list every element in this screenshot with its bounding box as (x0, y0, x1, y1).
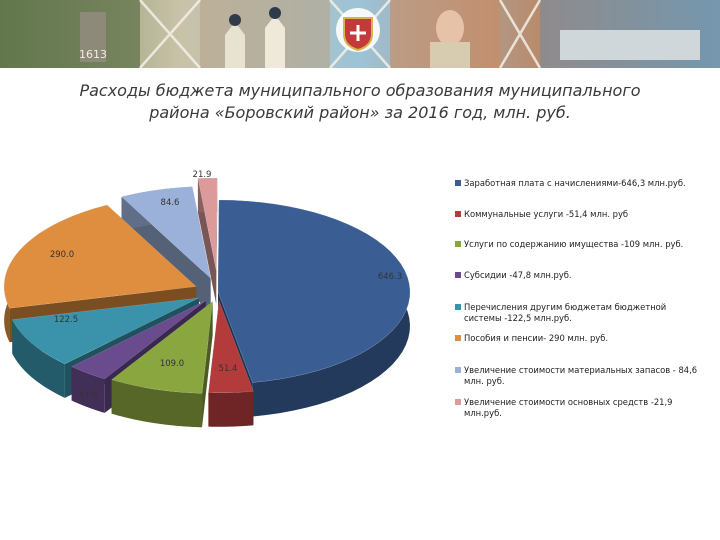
slice-value-label: 109.0 (159, 359, 185, 369)
slice-value-label: 290.0 (49, 250, 75, 260)
legend-label: Услуги по содержанию имущества -109 млн. руб. (464, 239, 684, 249)
legend-label: Субсидии -47,8 млн.руб. (464, 270, 572, 280)
legend-label: Увеличение стоимости материальных запасов - 84,6 млн. руб. (464, 365, 698, 386)
legend-swatch (455, 211, 461, 217)
slice-value-label: 21.9 (192, 170, 212, 180)
title-line-2: района «Боровский район» за 2016 год, млн. руб. (149, 103, 571, 122)
legend-item (455, 333, 699, 344)
slice-value-label: 122.5 (53, 315, 79, 325)
slice-value-label: 646.3 (377, 272, 403, 282)
legend-swatch (455, 367, 461, 373)
legend-swatch (455, 272, 461, 278)
legend-label: Заработная плата с начислениями-646,3 млн.руб. (464, 178, 686, 188)
legend-label: Пособия и пенсии- 290 млн. руб. (464, 333, 609, 343)
slice-value-label: 51.4 (218, 364, 238, 374)
legend-swatch (455, 241, 461, 247)
legend-label: Перечисления другим бюджетам бюджетной системы -122,5 млн.руб. (464, 302, 667, 323)
legend-item (455, 270, 699, 281)
legend-item (455, 397, 699, 419)
legend-item (455, 209, 699, 220)
legend-swatch (455, 399, 461, 405)
legend-swatch (455, 180, 461, 186)
legend-item (455, 178, 699, 189)
legend-item (455, 239, 699, 250)
slice-value-label: 47.8 (78, 391, 98, 401)
slice-value-label: 84.6 (160, 198, 180, 208)
legend-swatch (455, 335, 461, 341)
legend-label: Увеличение стоимости основных средств -21,9 млн.руб. (464, 397, 673, 418)
legend-item (455, 365, 699, 387)
title-line-1: Расходы бюджета муниципального образования муниципального (79, 81, 641, 100)
legend-item (455, 302, 699, 324)
legend-label: Коммунальные услуги -51,4 млн. руб (464, 209, 629, 219)
banner-label: 1613 (79, 48, 107, 61)
legend-swatch (455, 304, 461, 310)
